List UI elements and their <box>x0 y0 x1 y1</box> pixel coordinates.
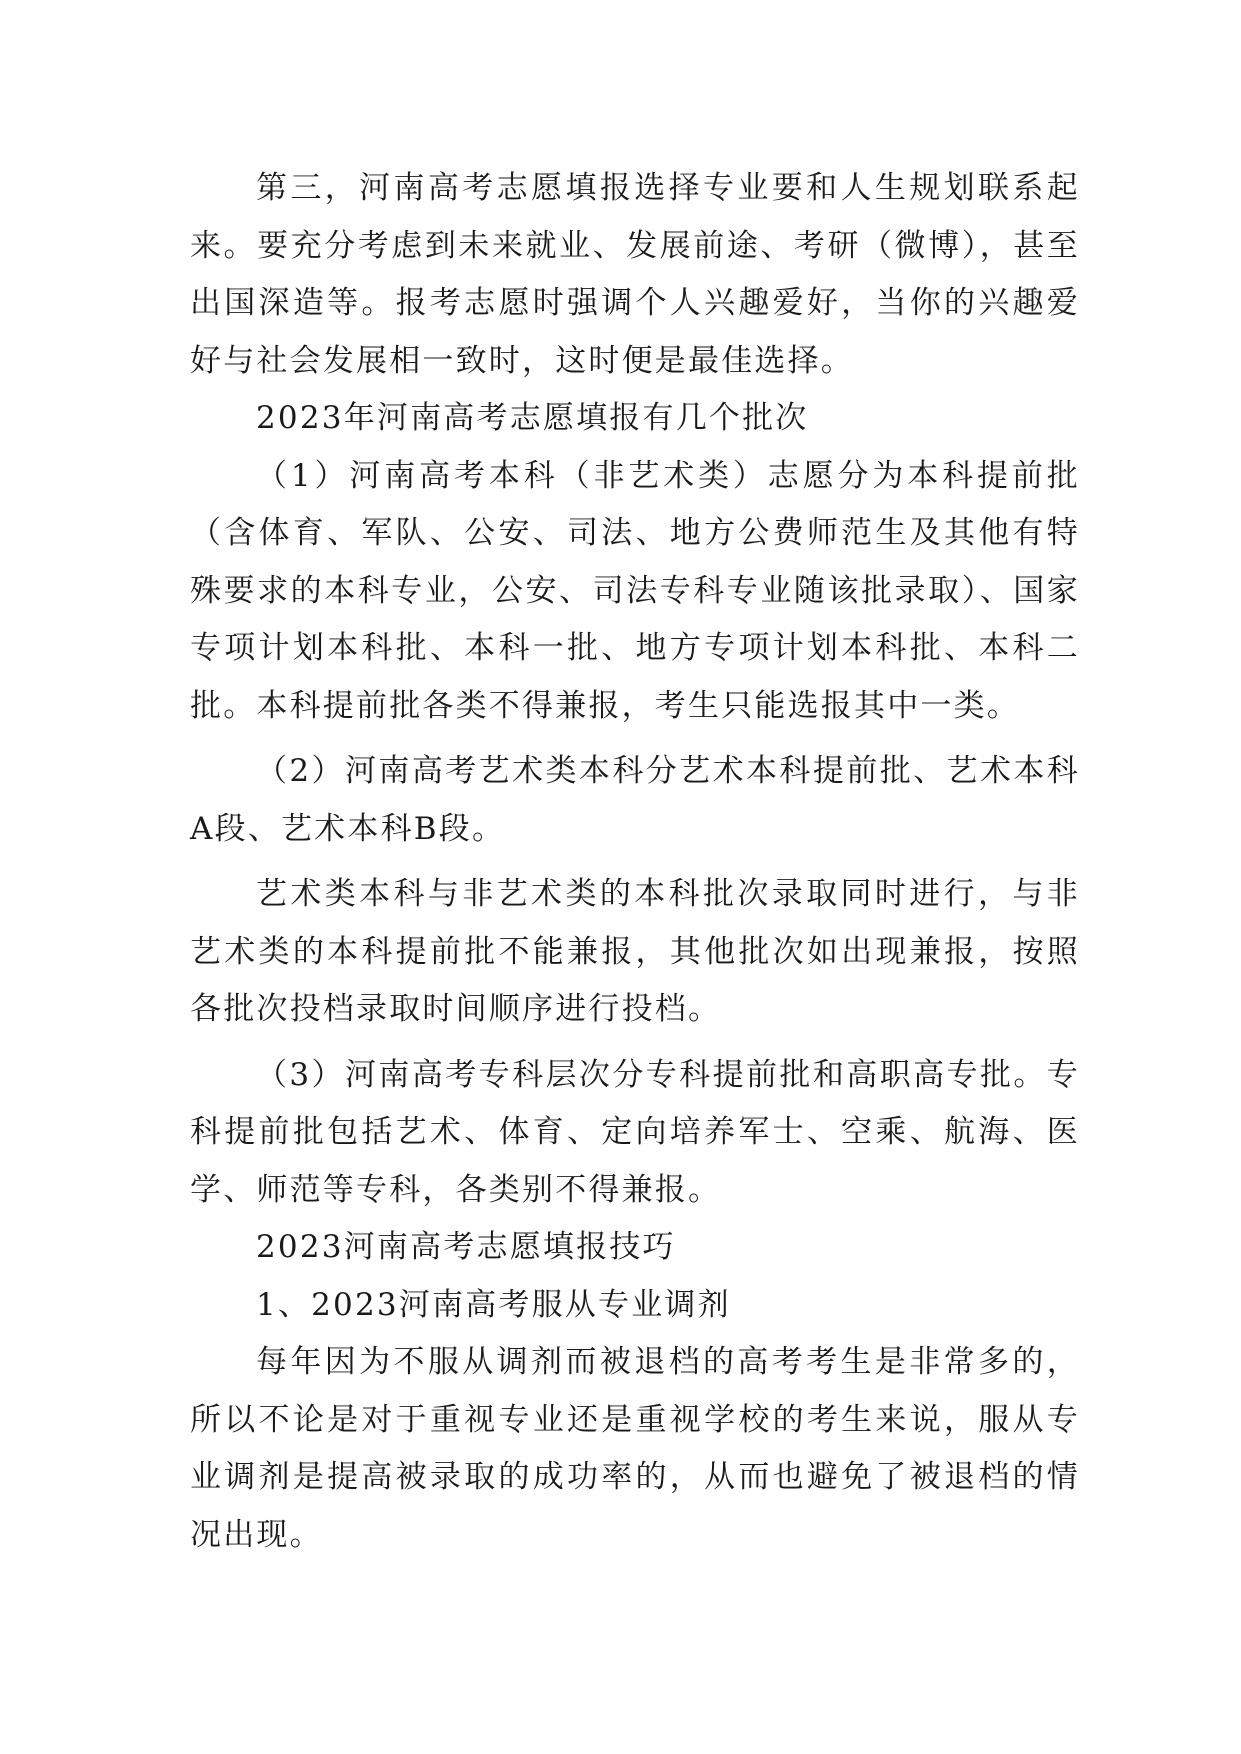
document-body <box>190 160 1080 1564</box>
paragraph-batch-1: （1）河南高考本科（非艺术类）志愿分为本科提前批（含体育、军队、公安、司法、地方公费师范生及其他有特殊要求的本科专业，公安、司法专科专业随该批录取）、国家专项计划本科批、本科一批、地方专项计划本科批、本科二批。本科提前批各类不得兼报，考生只能选报其中一类。 <box>190 457 1080 724</box>
paragraph-career-planning: 第三，河南高考志愿填报选择专业要和人生规划联系起来。要充分考虑到未来就业、发展前途、考研（微博），甚至出国深造等。报考志愿时强调个人兴趣爱好，当你的兴趣爱好与社会发展相一致时，这时便是最佳选择。 <box>190 170 1080 379</box>
heading-batches: 2023年河南高考志愿填报有几个批次 <box>256 400 809 436</box>
paragraph-batch-3: （3）河南高考专科层次分专科提前批和高职高专批。专科提前批包括艺术、体育、定向培养军士、空乘、航海、医学、师范等专科，各类别不得兼报。 <box>190 1056 1080 1208</box>
paragraph-art-admission: 艺术类本科与非艺术类的本科批次录取同时进行，与非艺术类的本科提前批不能兼报，其他批次如出现兼报，按照各批次投档录取时间顺序进行投档。 <box>190 876 1080 1027</box>
paragraph-tip-1: 每年因为不服从调剂而被退档的高考考生是非常多的，所以不论是对于重视专业还是重视学校的考生来说，服从专业调剂是提高被录取的成功率的，从而也避免了被退档的情况出现。 <box>190 1344 1080 1553</box>
heading-tips: 2023河南高考志愿填报技巧 <box>256 1229 676 1265</box>
paragraph-batch-2: （2）河南高考艺术类本科分艺术本科提前批、艺术本科A段、艺术本科B段。 <box>190 753 1080 847</box>
heading-tip-1: 1、2023河南高考服从专业调剂 <box>256 1286 731 1323</box>
